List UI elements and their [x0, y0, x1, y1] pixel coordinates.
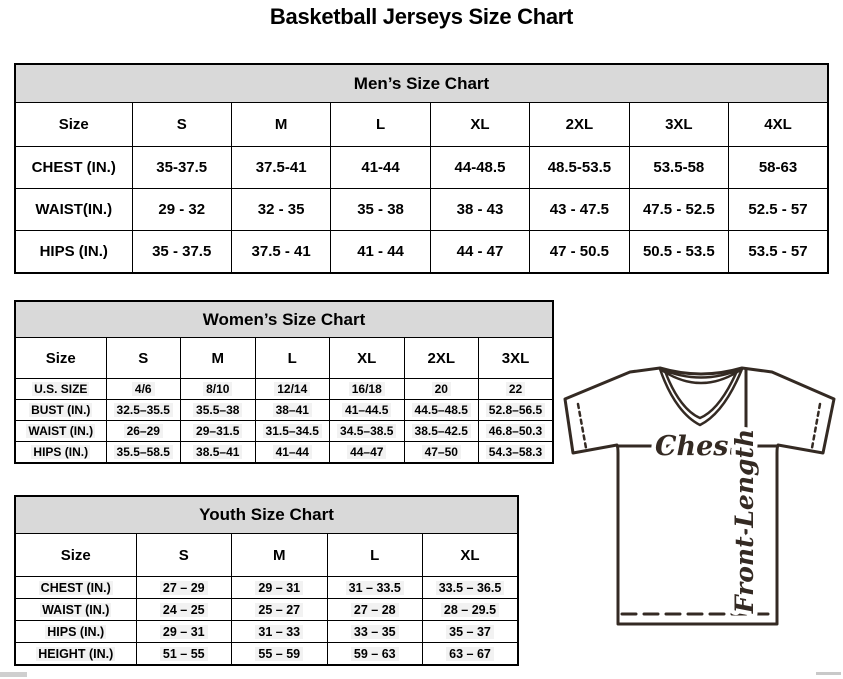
table-cell: 44–47: [330, 442, 405, 464]
column-header: M: [181, 338, 256, 379]
table-cell: 41 - 44: [331, 231, 430, 274]
table-cell: 37.5 - 41: [231, 231, 330, 274]
row-label: U.S. SIZE: [15, 379, 106, 400]
column-header: XL: [430, 103, 529, 147]
column-header: 4XL: [729, 103, 828, 147]
row-label: WAIST(IN.): [15, 189, 132, 231]
table-cell: 53.5-58: [629, 147, 728, 189]
table-cell: 4/6: [106, 379, 181, 400]
column-header: XL: [423, 534, 519, 577]
chest-label: Chest: [655, 431, 741, 462]
column-header-row: [15, 103, 828, 147]
table-title: Men’s Size Chart: [15, 64, 828, 103]
table-cell: 52.8–56.5: [479, 400, 554, 421]
table-title-row: [15, 301, 553, 338]
table-cell: 47–50: [404, 442, 479, 464]
table-row: [15, 400, 553, 421]
table-cell: 51 – 55: [136, 643, 232, 666]
table-cell: 41–44: [255, 442, 330, 464]
mens-size-table: [14, 63, 829, 274]
table-cell: 20: [404, 379, 479, 400]
table-cell: 38.5–41: [181, 442, 256, 464]
column-header: Size: [15, 534, 136, 577]
column-header: M: [231, 103, 330, 147]
table-cell: 29 – 31: [232, 577, 328, 599]
table-cell: 35 - 37.5: [132, 231, 231, 274]
table-cell: 31.5–34.5: [255, 421, 330, 442]
youth-size-table: [14, 495, 519, 666]
table-cell: 35.5–58.5: [106, 442, 181, 464]
table-row: [15, 577, 518, 599]
table-cell: 63 – 67: [423, 643, 519, 666]
column-header: Size: [15, 103, 132, 147]
table-cell: 38 - 43: [430, 189, 529, 231]
table-cell: 37.5-41: [231, 147, 330, 189]
table-cell: 35 – 37: [423, 621, 519, 643]
column-header: 2XL: [404, 338, 479, 379]
table-row: [15, 231, 828, 274]
row-label: WAIST (IN.): [15, 599, 136, 621]
scrollbar-fragment-left[interactable]: [0, 672, 27, 677]
table-cell: 58-63: [729, 147, 828, 189]
column-header: S: [136, 534, 232, 577]
table-cell: 35-37.5: [132, 147, 231, 189]
table-cell: 44.5–48.5: [404, 400, 479, 421]
table-cell: 59 – 63: [327, 643, 423, 666]
table-cell: 55 – 59: [232, 643, 328, 666]
table-cell: 35 - 38: [331, 189, 430, 231]
row-label: CHEST (IN.): [15, 147, 132, 189]
table-cell: 53.5 - 57: [729, 231, 828, 274]
table-cell: 29 - 32: [132, 189, 231, 231]
table-cell: 31 – 33: [232, 621, 328, 643]
column-header: M: [232, 534, 328, 577]
table-cell: 27 – 29: [136, 577, 232, 599]
page-title: Basketball Jerseys Size Chart: [269, 4, 574, 29]
womens-size-table: [14, 300, 554, 464]
table-cell: 32.5–35.5: [106, 400, 181, 421]
table-cell: 16/18: [330, 379, 405, 400]
column-header: S: [106, 338, 181, 379]
column-header-row: [15, 534, 518, 577]
table-cell: 38.5–42.5: [404, 421, 479, 442]
column-header: L: [255, 338, 330, 379]
table-title-row: [15, 496, 518, 534]
table-row: [15, 643, 518, 666]
table-cell: 33.5 – 36.5: [423, 577, 519, 599]
table-cell: 54.3–58.3: [479, 442, 554, 464]
table-cell: 12/14: [255, 379, 330, 400]
table-row: [15, 621, 518, 643]
column-header: Size: [15, 338, 106, 379]
table-row: [15, 599, 518, 621]
row-label: HIPS (IN.): [15, 621, 136, 643]
row-label: HEIGHT (IN.): [15, 643, 136, 666]
column-header-row: [15, 338, 553, 379]
jersey-outline-shape: [565, 368, 834, 624]
table-cell: 28 – 29.5: [423, 599, 519, 621]
row-label: HIPS (IN.): [15, 231, 132, 274]
table-row: [15, 379, 553, 400]
table-cell: 29–31.5: [181, 421, 256, 442]
table-cell: 41-44: [331, 147, 430, 189]
table-cell: 41–44.5: [330, 400, 405, 421]
row-label: BUST (IN.): [15, 400, 106, 421]
front-length-label: Front Length: [730, 428, 759, 614]
table-cell: 27 – 28: [327, 599, 423, 621]
table-cell: 32 - 35: [231, 189, 330, 231]
table-cell: 31 – 33.5: [327, 577, 423, 599]
table-row: [15, 442, 553, 464]
jersey-measurement-diagram: [556, 356, 843, 634]
table-cell: 26–29: [106, 421, 181, 442]
table-row: [15, 189, 828, 231]
table-title-row: [15, 64, 828, 103]
table-title: Women’s Size Chart: [15, 301, 553, 338]
table-cell: 46.8–50.3: [479, 421, 554, 442]
table-cell: 24 – 25: [136, 599, 232, 621]
table-cell: 33 – 35: [327, 621, 423, 643]
table-row: [15, 421, 553, 442]
table-row: [15, 147, 828, 189]
column-header: XL: [330, 338, 405, 379]
column-header: 2XL: [530, 103, 629, 147]
row-label: WAIST (IN.): [15, 421, 106, 442]
table-cell: 48.5-53.5: [530, 147, 629, 189]
table-cell: 43 - 47.5: [530, 189, 629, 231]
table-cell: 34.5–38.5: [330, 421, 405, 442]
column-header: L: [327, 534, 423, 577]
table-cell: 44 - 47: [430, 231, 529, 274]
row-label: CHEST (IN.): [15, 577, 136, 599]
table-cell: 52.5 - 57: [729, 189, 828, 231]
table-cell: 8/10: [181, 379, 256, 400]
column-header: S: [132, 103, 231, 147]
table-cell: 50.5 - 53.5: [629, 231, 728, 274]
table-cell: 47.5 - 52.5: [629, 189, 728, 231]
column-header: 3XL: [629, 103, 728, 147]
row-label: HIPS (IN.): [15, 442, 106, 464]
table-cell: 25 – 27: [232, 599, 328, 621]
table-cell: 35.5–38: [181, 400, 256, 421]
table-cell: 22: [479, 379, 554, 400]
table-cell: 38–41: [255, 400, 330, 421]
column-header: 3XL: [479, 338, 554, 379]
table-cell: 44-48.5: [430, 147, 529, 189]
table-cell: 47 - 50.5: [530, 231, 629, 274]
column-header: L: [331, 103, 430, 147]
table-title: Youth Size Chart: [15, 496, 518, 534]
table-cell: 29 – 31: [136, 621, 232, 643]
scrollbar-fragment-right[interactable]: [816, 672, 841, 675]
